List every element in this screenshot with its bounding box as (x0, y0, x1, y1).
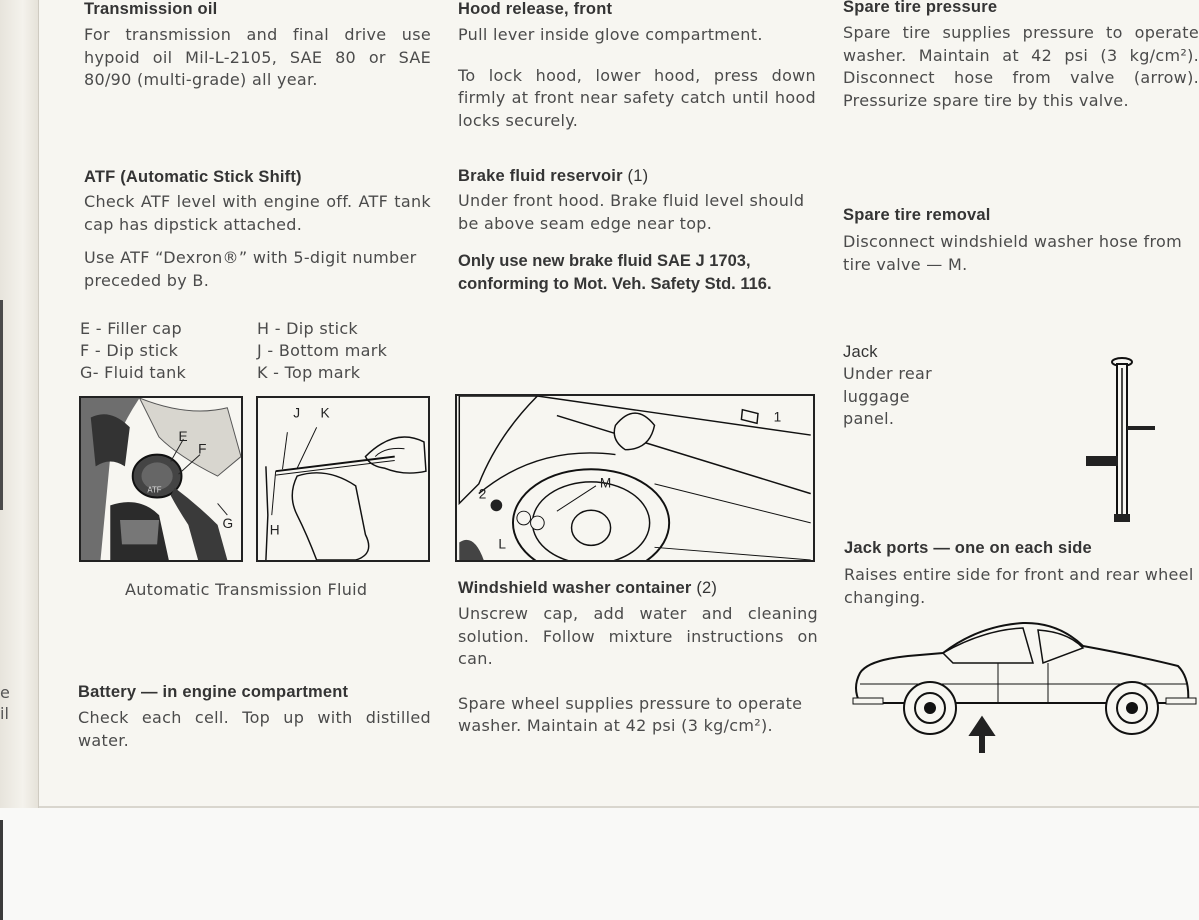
hood-release-body-1: Pull lever inside glove compartment. (458, 25, 763, 44)
gutter-edge-mark-lower (0, 820, 3, 920)
jack-figure (1082, 354, 1162, 524)
jack-ports-title: Jack ports — one on each side (844, 539, 1092, 557)
spare-removal-section (843, 206, 1199, 276)
jack-section (843, 343, 953, 431)
figure-label-G: G (222, 515, 234, 531)
gutter-fragment-2: il (0, 704, 9, 723)
atf-section (84, 168, 431, 292)
brake-fluid-callout: (1) (627, 167, 649, 185)
figure-label-H: H (269, 522, 280, 538)
brake-fluid-title (458, 167, 816, 186)
dipstick-figure (256, 396, 430, 562)
battery-section (78, 683, 431, 752)
transmission-oil-body: For transmission and final drive use hypoid oil Mil-L-2105, SAE 80 or SAE 80/90 (multi-grade) all year. (84, 25, 431, 89)
figure-label-J: J (293, 405, 301, 421)
atf-figure-caption: Automatic Transmission Fluid (125, 580, 368, 599)
legend-item: F - Dip stick (80, 341, 179, 360)
jack-title: Jack (843, 343, 878, 361)
atf-legend-left (80, 318, 250, 384)
car-figure (848, 618, 1198, 758)
cap-label: ATF (147, 485, 162, 495)
washer-section (458, 579, 818, 738)
hood-release-section (458, 0, 816, 132)
page-background (0, 808, 1199, 920)
legend-item: K - Top mark (257, 363, 361, 382)
figure-label-M: M (599, 475, 612, 491)
atf-body-2: Use ATF “Dexron®” with 5-digit number preceded by B. (84, 248, 417, 290)
brake-fluid-note: Only use new brake fluid SAE J 1703, conforming to Mot. Veh. Safety Std. 116. (458, 252, 772, 293)
figure-label-K: K (320, 405, 330, 421)
washer-title: Windshield washer container (458, 579, 692, 597)
washer-body-1: Unscrew cap, add water and cleaning solution. Follow mixture instructions on can. (458, 604, 818, 668)
battery-body: Check each cell. Top up with distilled water. (78, 708, 431, 750)
spare-pressure-section (843, 0, 1199, 112)
atf-tank-figure (79, 396, 243, 562)
brake-fluid-title-text: Brake fluid reservoir (458, 167, 623, 185)
jack-ports-body: Raises entire side for front and rear wheel changing. (844, 565, 1194, 607)
washer-body-2: Spare wheel supplies pressure to operate washer. Maintain at 42 psi (3 kg/cm²). (458, 693, 803, 735)
spare-pressure-title: Spare tire pressure (843, 0, 998, 16)
legend-item: G- Fluid tank (80, 363, 187, 382)
transmission-oil-section (84, 0, 431, 92)
figure-label-1: 1 (773, 409, 782, 425)
brake-fluid-body: Under front hood. Brake fluid level should be above seam edge near top. (458, 191, 805, 233)
spare-pressure-body: Spare tire supplies pressure to operate washer. Maintain at 42 psi (3 kg/cm²). Disconnect hose from valve (arrow). Pressurize spare tire by this valve. (843, 23, 1199, 110)
atf-body-1: Check ATF level with engine off. ATF tank cap has dipstick attached. (84, 192, 431, 234)
brake-fluid-section (458, 167, 816, 295)
legend-item: J - Bottom mark (257, 341, 388, 360)
spare-removal-body: Disconnect windshield washer hose from tire valve — M. (843, 232, 1182, 274)
binding-gutter (0, 0, 39, 808)
hood-release-title: Hood release, front (458, 0, 613, 18)
jack-body: Under rear luggage panel. (843, 364, 932, 428)
battery-title: Battery — in engine compartment (78, 683, 349, 701)
legend-item: H - Dip stick (257, 319, 359, 338)
gutter-edge-mark (0, 300, 3, 510)
jack-ports-section (844, 539, 1199, 609)
spare-removal-title: Spare tire removal (843, 206, 991, 224)
front-trunk-figure (455, 394, 815, 562)
figure-label-F: F (198, 441, 207, 457)
gutter-fragment-1: e (0, 683, 10, 702)
legend-item: E - Filler cap (80, 319, 182, 338)
atf-legend-right (257, 318, 432, 384)
washer-callout: (2) (696, 579, 718, 597)
figure-label-L: L (498, 536, 506, 552)
figure-label-E: E (178, 428, 188, 444)
transmission-oil-title: Transmission oil (84, 0, 218, 18)
atf-title: ATF (Automatic Stick Shift) (84, 168, 302, 186)
hood-release-body-2: To lock hood, lower hood, press down firmly at front near safety catch until hood locks securely. (458, 65, 816, 130)
figure-label-2: 2 (478, 486, 487, 502)
